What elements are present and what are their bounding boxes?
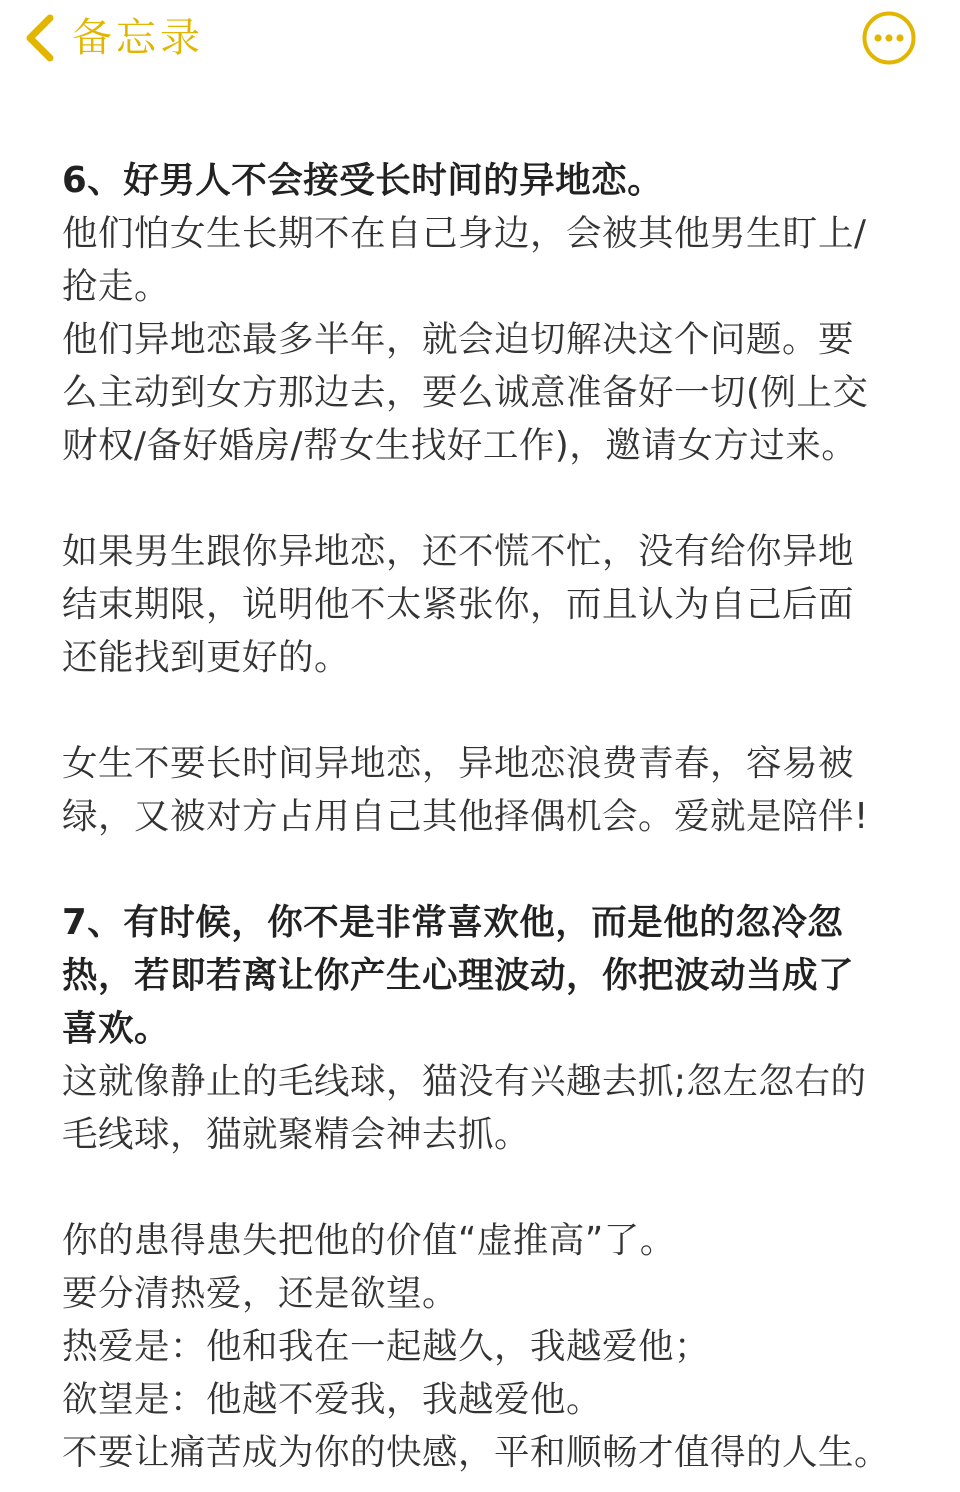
chevron-left-icon <box>14 10 64 66</box>
note-body[interactable] <box>62 154 902 1479</box>
note-line: 不要让痛苦成为你的快感，平和顺畅才值得的人生。 <box>62 1432 891 1473</box>
note-line: 女生不要长时间异地恋，异地恋浪费青春，容易被 <box>62 743 855 784</box>
section-7-heading: 热，若即若离让你产生心理波动，你把波动当成了 <box>62 955 855 996</box>
blank-line <box>62 843 902 896</box>
more-horizontal-icon <box>861 51 917 70</box>
note-line: 他们怕女生长期不在自己身边，会被其他男生盯上/ <box>62 213 867 254</box>
note-line: 他们异地恋最多半年，就会迫切解决这个问题。要 <box>62 319 855 360</box>
note-line: 还能找到更好的。 <box>62 637 351 678</box>
note-line: 你的患得患失把他的价值“虚推高”了。 <box>62 1220 676 1261</box>
section-7-heading: 喜欢。 <box>62 1008 171 1049</box>
note-line: 么主动到女方那边去，要么诚意准备好一切(例上交 <box>62 372 869 413</box>
note-line: 财权/备好婚房/帮女生找好工作)，邀请女方过来。 <box>62 425 858 466</box>
note-line: 欲望是：他越不爱我，我越爱他。 <box>62 1379 603 1420</box>
blank-line <box>62 1161 902 1214</box>
note-line: 这就像静止的毛线球，猫没有兴趣去抓;忽左忽右的 <box>62 1061 867 1102</box>
blank-line <box>62 472 902 525</box>
section-7-heading: 7、有时候，你不是非常喜欢他，而是他的忽冷忽 <box>62 902 844 943</box>
section-6-heading: 6、好男人不会接受长时间的异地恋。 <box>62 160 664 201</box>
blank-line <box>62 684 902 737</box>
note-line: 抢走。 <box>62 266 171 307</box>
note-line: 结束期限，说明他不太紧张你，而且认为自己后面 <box>62 584 855 625</box>
note-line: 如果男生跟你异地恋，还不慌不忙，没有给你异地 <box>62 531 855 572</box>
note-line: 热爱是：他和我在一起越久，我越爱他； <box>62 1326 711 1367</box>
back-label: 备忘录 <box>72 15 204 61</box>
note-line: 毛线球，猫就聚精会神去抓。 <box>62 1114 531 1155</box>
more-button[interactable] <box>861 10 917 66</box>
note-line: 要分清热爱，还是欲望。 <box>62 1273 459 1314</box>
back-button[interactable] <box>14 10 204 66</box>
nav-bar <box>0 0 960 80</box>
note-line: 绿，又被对方占用自己其他择偶机会。爱就是陪伴! <box>62 796 869 837</box>
